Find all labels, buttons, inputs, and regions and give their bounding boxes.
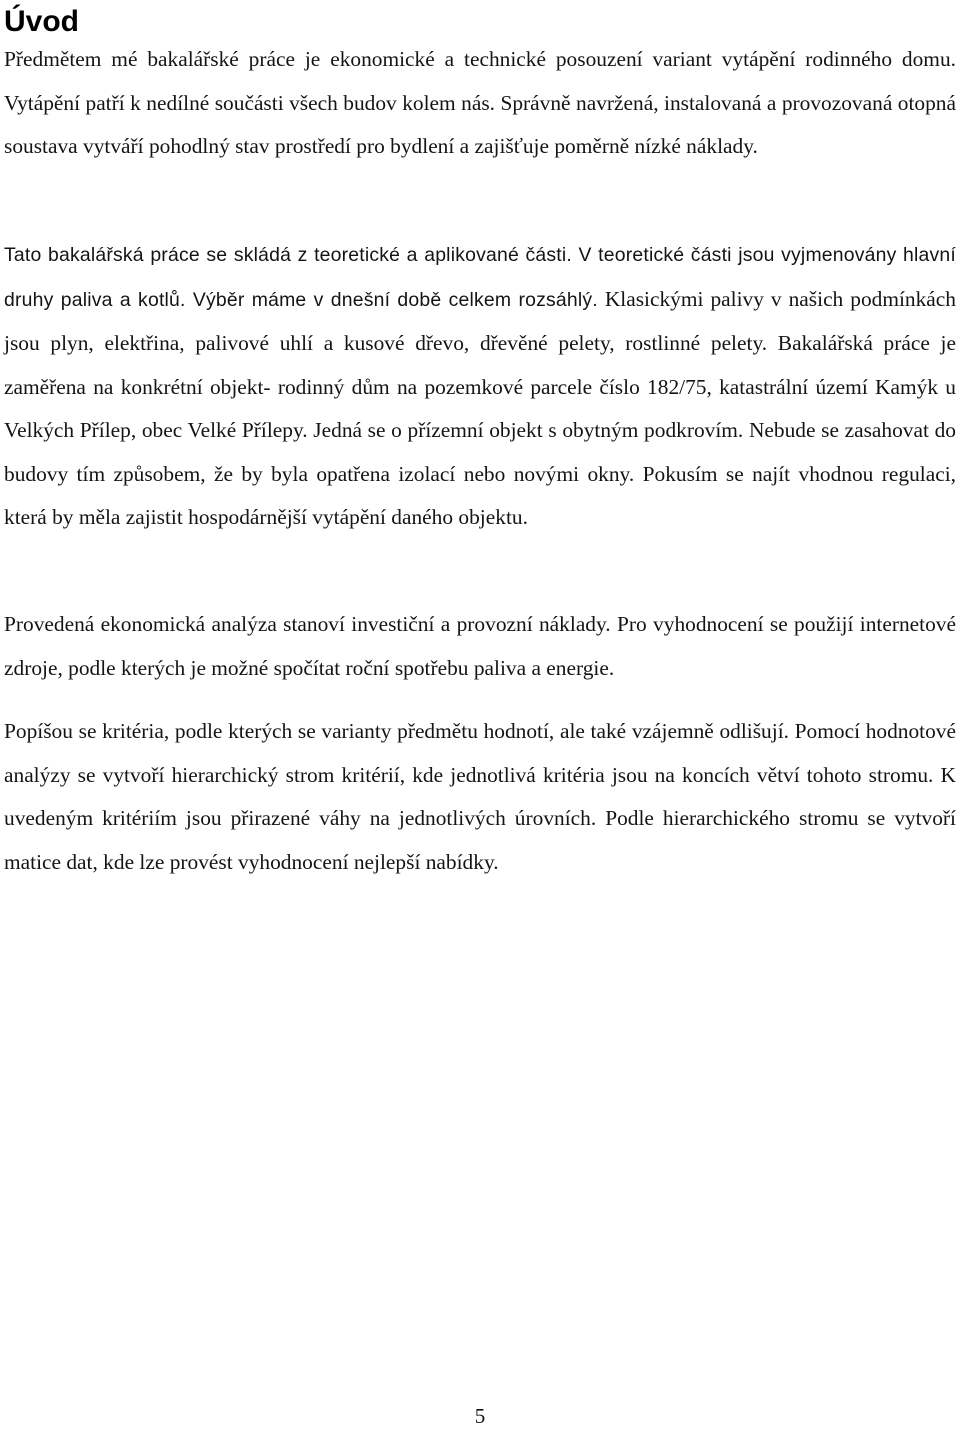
- paragraph-criteria: Popíšou se kritéria, podle kterých se varianty předmětu hodnotí, ale také vzájemně odlišují. Pomocí hodnotové analýzy se vytvoří hierarchický strom kritérií, kde jednotlivá kritéria jsou na koncích větví tohoto stromu. K uvedeným kritériím jsou přirazené váhy na jednotlivých úrovních. Podle hierarchického stromu se vytvoří matice dat, kde lze provést vyhodnocení nejlepší nabídky.: [4, 719, 956, 874]
- paragraph-structure-serif-part: Klasickými palivy v našich podmínkách jsou plyn, elektřina, palivové uhlí a kusové dřevo, dřevěné pelety, rostlinné pelety. Bakalářská práce je zaměřena na konkrétní objekt- rodinný dům na pozemkové parcele číslo 182/75, katastrální území Kamýk u Velkých Přílep, obec Velké Přílepy. Jedná se o přízemní objekt s obytným podkrovím. Nebude se zasahovat do budovy tím způsobem, že by byla opatřena izolací nebo novými okny. Pokusím se najít vhodnou regulaci, která by měla zajistit hospodárnější vytápění daného objektu.: [4, 286, 956, 529]
- section-heading: Úvod: [4, 5, 79, 38]
- paragraph-structure: [4, 233, 956, 540]
- page-number: 5: [474, 1404, 486, 1428]
- paragraph-intro: Předmětem mé bakalářské práce je ekonomické a technické posouzení variant vytápění rodinného domu. Vytápění patří k nedílné součásti všech budov kolem nás. Správně navržená, instalovaná a provozovaná otopná soustava vytváří pohodlný stav prostředí pro bydlení a zajišťuje poměrně nízké náklady.: [4, 47, 956, 158]
- paragraph-economic-analysis: Provedená ekonomická analýza stanoví investiční a provozní náklady. Pro vyhodnocení se použijí internetové zdroje, podle kterých je možné spočítat roční spotřebu paliva a energie.: [4, 612, 956, 680]
- paragraph-structure-sans-part: Tato bakalářská práce se skládá z teoretické a aplikované části. V teoretické části jsou vyjmenovány hlavní druhy paliva a kotlů. Výběr máme v dnešní době celkem rozsáhlý.: [4, 244, 956, 311]
